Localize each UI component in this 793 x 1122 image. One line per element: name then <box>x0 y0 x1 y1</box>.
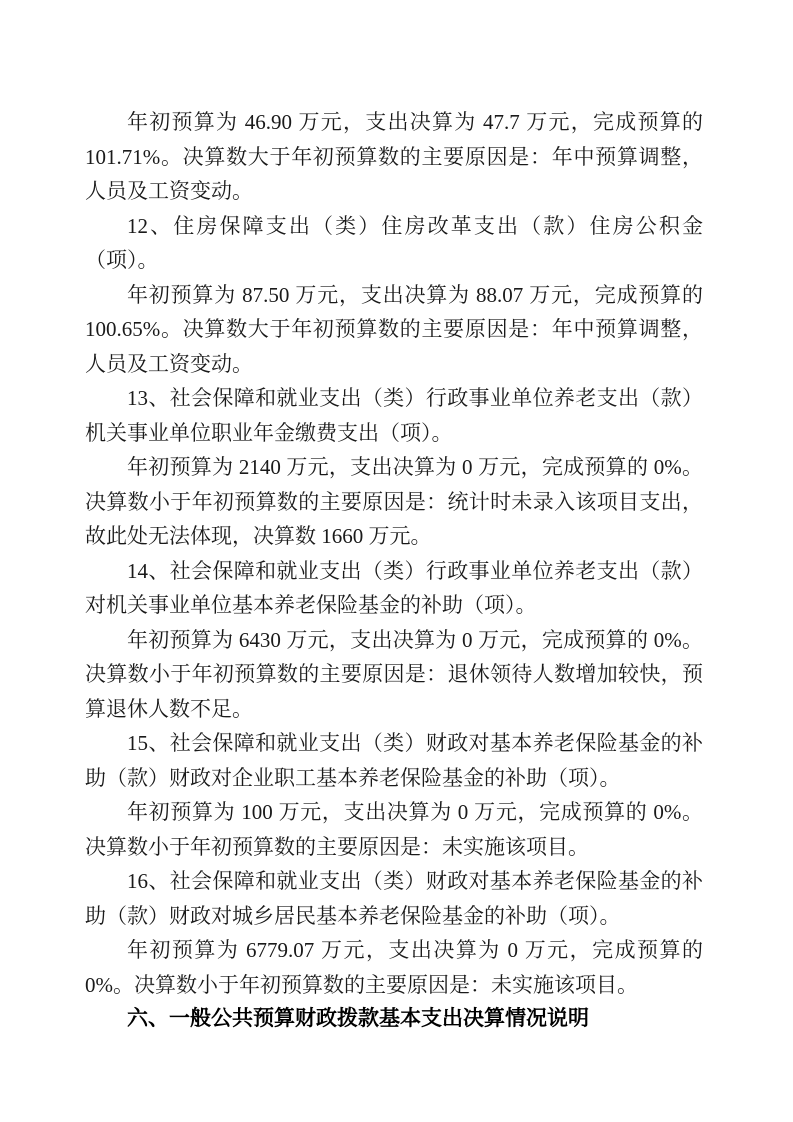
paragraph-item-12-title: 12、住房保障支出（类）住房改革支出（款）住房公积金（项）。 <box>85 213 703 272</box>
paragraph-item-16-figures: 年初预算为 6779.07 万元，支出决算为 0 万元，完成预算的 0%。决算数小于年初预算数的主要原因是：未实施该项目。 <box>85 938 703 997</box>
paragraph-item-14-title: 14、社会保障和就业支出（类）行政事业单位养老支出（款）对机关事业单位基本养老保险基金的补助（项）。 <box>85 558 703 617</box>
section-heading-six: 六、一般公共预算财政拨款基本支出决算情况说明 <box>127 1007 589 1030</box>
paragraph-item-12-figures: 年初预算为 87.50 万元，支出决算为 88.07 万元，完成预算的 100.65%。决算数大于年初预算数的主要原因是：年中预算调整，人员及工资变动。 <box>85 282 703 376</box>
paragraph-item-14-figures: 年初预算为 6430 万元，支出决算为 0 万元，完成预算的 0%。决算数小于年初预算数的主要原因是：退休领待人数增加较快，预算退休人数不足。 <box>85 627 703 721</box>
paragraph-item-15-title: 15、社会保障和就业支出（类）财政对基本养老保险基金的补助（款）财政对企业职工基本养老保险基金的补助（项）。 <box>85 731 703 790</box>
paragraph-item-16-title: 16、社会保障和就业支出（类）财政对基本养老保险基金的补助（款）财政对城乡居民基本养老保险基金的补助（项）。 <box>85 869 703 928</box>
paragraph-item-15-figures: 年初预算为 100 万元，支出决算为 0 万元，完成预算的 0%。决算数小于年初预算数的主要原因是：未实施该项目。 <box>85 800 703 859</box>
paragraph-item-13-title: 13、社会保障和就业支出（类）行政事业单位养老支出（款）机关事业单位职业年金缴费支出（项）。 <box>85 386 703 445</box>
paragraph-item-11-figures: 年初预算为 46.90 万元，支出决算为 47.7 万元，完成预算的 101.71%。决算数大于年初预算数的主要原因是：年中预算调整，人员及工资变动。 <box>85 110 703 203</box>
paragraph-item-13-figures: 年初预算为 2140 万元，支出决算为 0 万元，完成预算的 0%。决算数小于年初预算数的主要原因是：统计时未录入该项目支出，故此处无法体现，决算数 1660 万元。 <box>85 455 703 548</box>
